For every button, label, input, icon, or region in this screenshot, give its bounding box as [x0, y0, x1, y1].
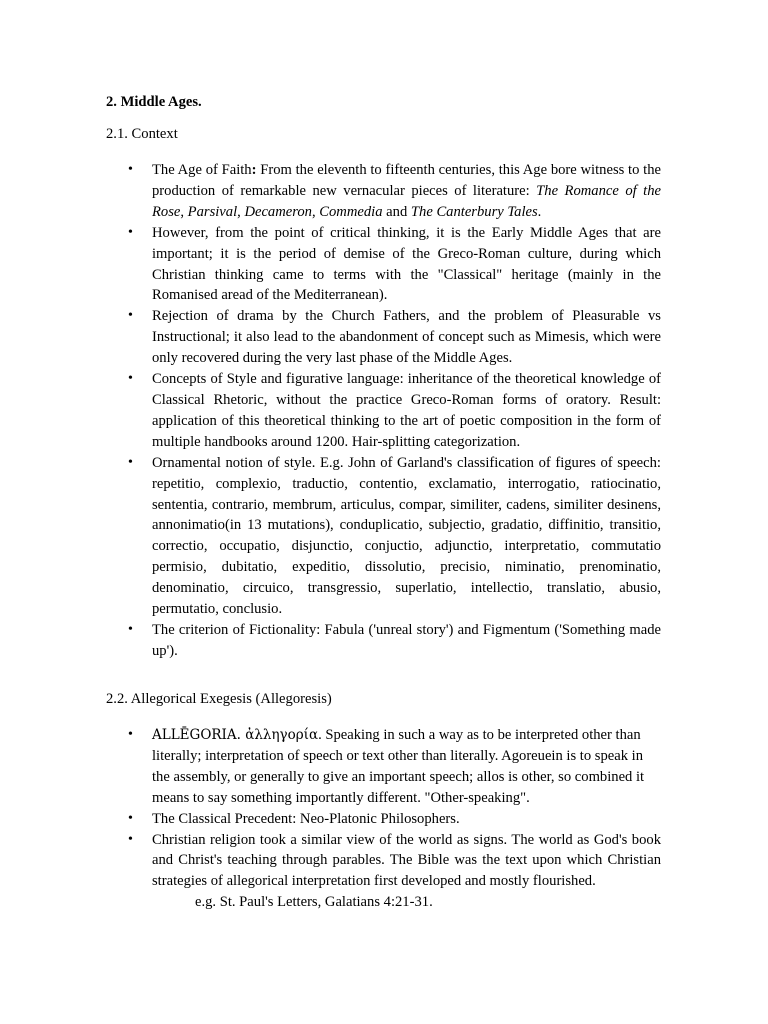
separator: ,	[311, 203, 320, 220]
list-item	[152, 725, 661, 809]
bullet-text-bold: :	[251, 162, 257, 178]
list-item: • The Classical Precedent: Neo-Platonic Philosophers.	[152, 809, 661, 830]
list-item: • Concepts of Style and figurative language: inheritance of the theoretical knowledge of Classical Rhetoric, without the practice Greco-Roman forms of oratory. Result: application of this theoretical thinking to the art of poetic composition in the form of multiple handbooks around 1200. Hair-splitting categorization.	[152, 369, 661, 453]
allegoria-term: ALLĒGORIA. ἀλληγορία	[152, 727, 319, 743]
bullet-text: Christian religion took a similar view of the world as signs. The world as God's book and Christ's teaching through parables. The Bible was the text upon which Christian strategies of allegorical interpretation first developed and mostly flourished.	[152, 831, 661, 890]
bullet-text: . Speaking in such a way as to be interpreted other than literally; interpretation of speech or text other than literally. Agoreuein is to speak in the assembly, or generally to give an important speech; allos is other, so combined it means to say something importantly different. "Other-speaking".	[152, 727, 645, 806]
allegory-bullet-list	[152, 725, 661, 913]
list-item: • Rejection of drama by the Church Fathers, and the problem of Pleasurable vs Instructional; it also lead to the abandonment of concept such as Mimesis, which were only recovered during the very last phase of the Middle Ages.	[152, 306, 661, 369]
list-item	[152, 160, 661, 223]
section-heading-allegorical-exegesis: 2.2. Allegorical Exegesis (Allegoresis)	[106, 691, 332, 707]
work-title: Decameron	[244, 203, 312, 220]
list-item: • Ornamental notion of style. E.g. John of Garland's classification of figures of speech: repetitio, complexio, traductio, contentio, exclamatio, interrogatio, ratiocinatio, sententia, contrario, membrum, articulus, compar, similiter, cadens, similiter desinens, annonimatio(in 13 mutations), conduplicatio, subjectio, gradatio, diffinitio, transitio, correctio, occupatio, disjunctio, conjuctio, adjunctio, interpretatio, commutatio permisio, dubitatio, expeditio, dissolutio, precisio, niminatio, prenominatio, denominatio, circuico, transgressio, superlatio, intellectio, translatio, abusio, permutatio, conclusio.	[152, 453, 661, 620]
work-title: Parsival	[187, 203, 238, 220]
context-bullet-list	[152, 160, 661, 662]
list-item: • However, from the point of critical thinking, it is the Early Middle Ages that are important; it is the period of demise of the Greco-Roman culture, during which Christian thinking came to terms with the "Classical" heritage (mainly in the Romanised aread of the Mediterranean).	[152, 223, 661, 307]
section-heading-context: 2.1. Context	[106, 126, 178, 142]
work-title: The Canterbury Tales	[410, 203, 538, 220]
bullet-text: The Age of Faith	[152, 162, 252, 178]
list-item	[152, 830, 661, 914]
separator: and	[382, 203, 411, 220]
chapter-heading: 2. Middle Ages.	[106, 94, 202, 110]
bullet-text: From the eleventh to fifteenth centuries, this Age bore witness to the production of remarkable new vernacular pieces of literature:	[152, 162, 661, 199]
separator: .	[537, 203, 542, 220]
separator: ,	[237, 203, 245, 220]
list-item: • The criterion of Fictionality: Fabula ('unreal story') and Figmentum ('Something made up').	[152, 620, 661, 662]
separator: ,	[180, 203, 188, 220]
example-citation: e.g. St. Paul's Letters, Galatians 4:21-31.	[195, 894, 433, 911]
work-title: The Romance of the Rose	[152, 182, 661, 220]
work-title: Commedia	[319, 203, 383, 220]
